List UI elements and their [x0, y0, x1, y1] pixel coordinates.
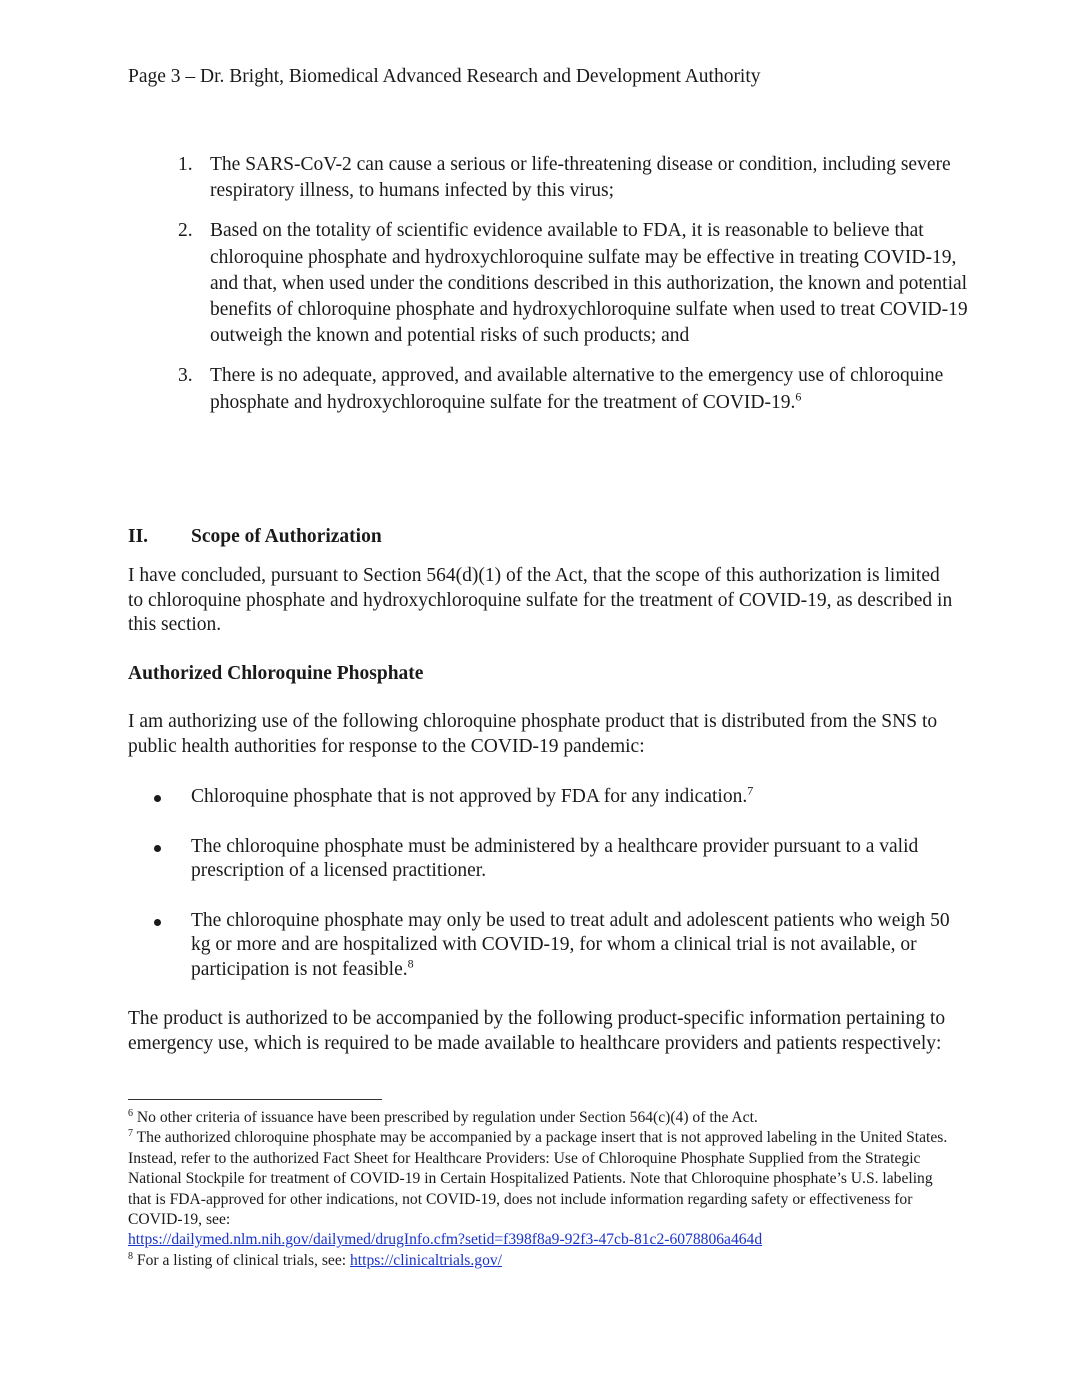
bullet-text: The chloroquine phosphate may only be used to treat adult and adolescent patients who weigh 50 kg or more and are hospitalized with COVID-19, for whom a clinical trial is not available, or participation is not feasible.: [191, 909, 950, 980]
bullet-text: Chloroquine phosphate that is not approved by FDA for any indication.: [191, 786, 748, 807]
scope-paragraph: I have concluded, pursuant to Section 564(d)(1) of the Act, that the scope of this authorization is limited to chloroquine phosphate and hydroxychloroquine sulfate for the treatment of COVID-19, as described in this section.: [128, 565, 953, 636]
footnote-text: The authorized chloroquine phosphate may be accompanied by a package insert that is not approved labeling in the United States. Instead, refer to the authorized Fact Sheet for Healthcare Providers: Use of Chloroquine Phosphate Supplied from the Strategic National Stockpile for treatment of COVID-19 in Certain Hospitalized Patients. Note that Chloroquine phosphate’s U.S. labeling that is FDA-approved for other indications, not COVID-19, does not include information regarding safety or effectiveness for COVID-19, see:: [128, 1129, 948, 1229]
list-item-text: The SARS-CoV-2 can cause a serious or life-threatening disease or condition, including severe respiratory illness, to humans infected by this virus;: [210, 154, 951, 202]
subheading: Authorized Chloroquine Phosphate: [128, 663, 424, 684]
footnote-reference: 6: [795, 389, 802, 404]
bullet-icon: [154, 795, 161, 802]
dailymed-link[interactable]: https://dailymed.nlm.nih.gov/dailymed/drugInfo.cfm?setid=f398f8a9-92f3-47cb-81c2-6078806a464d: [128, 1231, 763, 1249]
bullet-icon: [154, 845, 161, 852]
bullet-item: [128, 835, 968, 884]
clinicaltrials-link[interactable]: https://clinicaltrials.gov/: [349, 1251, 503, 1269]
intro-paragraph: I am authorizing use of the following chloroquine phosphate product that is distributed from the SNS to public health authorities for response to the COVID-19 pandemic:: [128, 711, 938, 757]
footnote: [128, 1251, 958, 1271]
list-item-number: 2.: [178, 220, 193, 242]
bullet-text: The chloroquine phosphate must be administered by a healthcare provider pursuant to a valid prescription of a licensed practitioner.: [191, 835, 919, 882]
list-item-text: There is no adequate, approved, and available alternative to the emergency use of chloroquine phosphate and hydroxychloroquine sulfate for the treatment of COVID-19.: [210, 365, 944, 413]
list-item-number: 1.: [178, 154, 193, 175]
footnote-number: 7: [128, 1128, 133, 1140]
footnote-text: For a listing of clinical trials, see:: [136, 1251, 347, 1269]
footnote-text: No other criteria of issuance have been prescribed by regulation under Section 564(c)(4) of the Act.: [136, 1109, 758, 1126]
page-header: [128, 64, 761, 90]
list-item: [178, 152, 968, 204]
section-heading: [128, 524, 382, 550]
section-number: II.: [128, 526, 149, 547]
bullet-item: [128, 909, 968, 983]
bullet-item: [128, 785, 968, 810]
footnote: [128, 1108, 958, 1128]
footnotes: [128, 1108, 958, 1271]
list-item-text: Based on the totality of scientific evidence available to FDA, it is reasonable to believe that chloroquine phosphate and hydroxychloroquine sulfate may be effective in treating COVID-19, and that, when used under the conditions described in this authorization, the known and potential benefits of chloroquine phosphate and hydroxychloroquine sulfate when used to treat COVID-19 outweigh the known and potential risks of such products; and: [210, 220, 968, 347]
footnote-reference: 7: [747, 783, 754, 798]
footnote-number: 6: [128, 1107, 133, 1119]
footnote: [128, 1128, 958, 1250]
bullet-icon: [154, 919, 161, 926]
list-item-number: 3.: [178, 365, 193, 387]
footnote-divider: [128, 1099, 382, 1100]
list-item: [178, 363, 968, 415]
closing-paragraph: The product is authorized to be accompanied by the following product-specific information pertaining to emergency use, which is required to be made available to healthcare providers and patients respectively:: [128, 1008, 946, 1054]
footnote-number: 8: [128, 1250, 133, 1262]
findings-list: [178, 152, 968, 430]
list-item: [178, 218, 968, 349]
page-header-text: Page 3 – Dr. Bright, Biomedical Advanced Research and Development Authority: [128, 66, 761, 87]
authorization-bullets: [128, 785, 968, 983]
section-title: Scope of Authorization: [191, 526, 382, 547]
footnote-reference: 8: [407, 956, 414, 971]
